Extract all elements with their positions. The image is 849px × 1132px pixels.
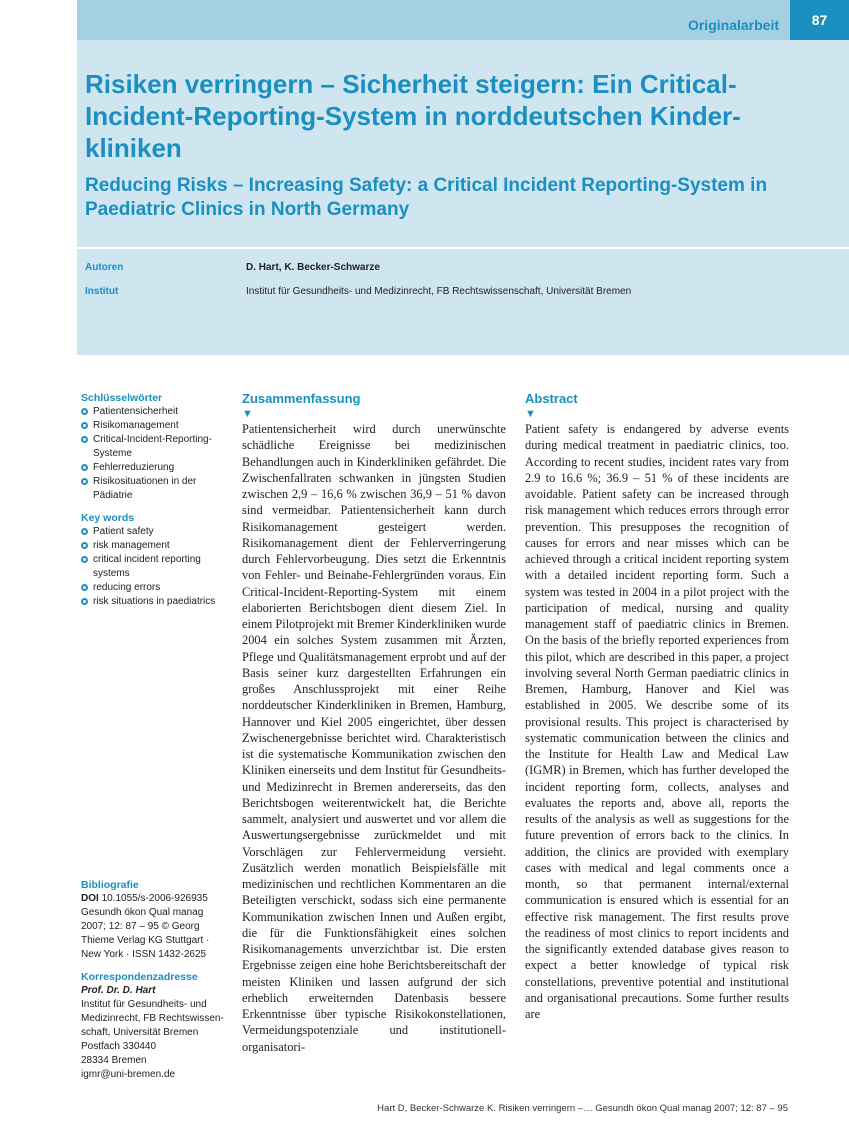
address-line: 28334 Bremen (81, 1055, 147, 1066)
authors-label: Autoren (85, 262, 124, 273)
abstract-de-heading: Zusammenfassung (242, 391, 361, 406)
keyword-item: Risikomanagement (81, 419, 226, 433)
section-label: Originalarbeit (687, 17, 779, 33)
keyword-item: risk management (81, 539, 226, 553)
triangle-marker-icon: ▼ (525, 408, 536, 420)
keyword-item: reducing errors (81, 581, 226, 595)
bullet-icon (81, 556, 88, 563)
abstract-english (525, 391, 789, 1022)
abstract-german (242, 391, 506, 1055)
abstract-en-heading: Abstract (525, 391, 578, 406)
address-line: Institut für Gesundheits- und Medizinrecht, FB Rechtswissen-schaft, Universität Bremen (81, 999, 224, 1038)
keywords-en-title: Key words (81, 512, 135, 524)
abstract-en-text: Patient safety is endangered by adverse events during medical treatment in paediatric clinics, too. According to recent studies, incident rates vary from 2.9 to 16.6 %; 36.9 – 51 % of these incidents are avoidable. Patient safety can be increased through risk management which reduces errors through error prevention. This presupposes the recognition of causes for errors and near misses which can be achieved through a critical incident reporting system with a detailed incident reporting form. Such a system was tested in 2004 in a pilot project with the participation of medical, nursing and quality management staff of paediatric clinics in Bremen. On the basis of the briefly reported experiences from this pilot, which are described in this paper, a project involving several North German paediatric clinics in Bremen, Hamburg, Hanover and Kiel was established in 2005. We describe some of its provisional results. This project is characterised by systematic communication between the clinics and the Institute for Health Law and Medical Law (IGMR) in Bremen, which has further developed the incident reporting form, collects, analyses and evaluates the reports and, above all, reports the results of the analysis as well as suggestions for the future prevention of errors back to the clinics. In addition, the clinics are provided with exemplary cases with medical and legal comments once a month, so that permanent internal/external communication is ensured which is essential for an effective risk management. The first results prove the readiness of most clinics to report incidents and the significantly extended database gives reason to expect a better knowledge of typical risk constellations, preventive potential and institutional and organisational precautions. Some further results are (525, 422, 789, 1021)
abstract-de-text: Patientensicherheit wird durch unerwünschte schädliche Ereignisse bei medizinischen Behandlungen auch in Kinderkliniken gefährdet. Die Zwischenfallraten schwanken in jüngsten Studien zwischen 2,9 – 16,6 % zwischen 36,9 – 51 % davon sind vermeidbar. Patientensicherheit kann durch Risikomanagement gesteigert werden. Risikomanagement dient der Fehlerverringerung durch Fehlervorbeugung. Dies setzt die Erkenntnis von Fehler- und Beinahe-Fehlergründen voraus. Ein Critical-Incident-Reporting-System mit einem elaborierten Berichtsbogen dient diesem Ziel. In einem Pilotprojekt mit Bremer Kinderkliniken wurde 2004 ein solches System zusammen mit Ärzten, Pflege und Qualitätsmanagement erprobt und auf der Basis seiner kurz dargestellten Erfahrungen ein großes Anschlussprojekt mit einer Reihe norddeutscher Kinderkliniken in Bremen, Hamburg, Hannover und Kiel 2005 eingerichtet, über dessen Zwischenergebnisse berichtet wird. Charakteristisch ist die systematische Kommunikation zwischen den Kliniken einerseits und dem Institut für Gesundheits- und Medizinrecht in Bremen andererseits, das den Berichtsbogen weiterentwickelt hat, die Berichte sammelt, analysiert und auswertet und vor allem die Auswertungsergebnisse zurückmeldet und mit Vorschlägen zur Fehlervermeidung versieht. Zusätzlich werden monatlich Beispielsfälle mit medizinischen und rechtlichen Kommentaren an die Beteiligten verschickt, sodass sich eine permanente Kommunikation zwischen Innen und Außen ergibt, die für die Funktionsfähigkeit eines solchen Risikomanagements unverzichtbar ist. Die ersten Ergebnisse zeigen eine hohe Berichtsbereitschaft der meisten Kliniken und lassen aufgrund der sich erheblich erweiternden Datenbasis bessere Erkenntnisse über typische Risikokonstellationen, Vermeidungspotenziale und institutionell-organisatori- (242, 422, 506, 1054)
page-footer: Hart D, Becker-Schwarze K. Risiken verringern –… Gesundh ökon Qual manag 2007; 12: 87 – 95 (377, 1103, 788, 1114)
bibliography-block (81, 878, 226, 1082)
doi-label: DOI (81, 893, 99, 904)
header-divider (77, 247, 849, 249)
institute-label: Institut (85, 286, 119, 297)
title-german: Risiken verringern – Sicherheit steigern: Ein Critical-Incident-Reporting-System in norddeutschen Kinder-kliniken (85, 69, 741, 163)
bullet-icon (81, 436, 88, 443)
bullet-icon (81, 542, 88, 549)
address-line: Postfach 330440 (81, 1041, 157, 1052)
keywords-en-list (81, 525, 226, 609)
correspondence-title: Korrespondenzadresse (81, 971, 198, 983)
correspondence-name: Prof. Dr. D. Hart (81, 985, 156, 996)
bullet-icon (81, 464, 88, 471)
keyword-item: risk situations in paediatrics (81, 595, 226, 609)
keyword-item: Fehlerreduzierung (81, 461, 226, 475)
keywords-de-title: Schlüsselwörter (81, 392, 163, 404)
authors: D. Hart, K. Becker-Schwarze (246, 262, 380, 273)
institute: Institut für Gesundheits- und Medizinrecht, FB Rechtswissenschaft, Universität Bremen (246, 286, 632, 297)
bullet-icon (81, 408, 88, 415)
doi[interactable]: 10.1055/s-2006-926935 (101, 893, 208, 904)
keywords-de-list (81, 405, 226, 503)
keyword-item: Patient safety (81, 525, 226, 539)
bibliography-title: Bibliografie (81, 879, 139, 891)
title-english: Reducing Risks – Increasing Safety: a Critical Incident Reporting-System in Paediatric Clinics in North Germany (85, 175, 768, 220)
bullet-icon (81, 584, 88, 591)
top-bar (77, 0, 849, 40)
keyword-item: Risikosituationen in der Pädiatrie (81, 475, 226, 503)
keyword-item: Patientensicherheit (81, 405, 226, 419)
email-link[interactable]: igmr@uni-bremen.de (81, 1069, 176, 1080)
keyword-item: Critical-Incident-Reporting-Systeme (81, 433, 226, 461)
keywords-sidebar (81, 391, 226, 617)
page-number: 87 (790, 0, 849, 40)
keyword-item: critical incident reporting systems (81, 553, 226, 581)
bullet-icon (81, 598, 88, 605)
bullet-icon (81, 528, 88, 535)
bullet-icon (81, 422, 88, 429)
triangle-marker-icon: ▼ (242, 408, 253, 420)
doi-line (81, 892, 226, 906)
bullet-icon (81, 478, 88, 485)
citation: Gesundh ökon Qual manag 2007; 12: 87 – 95 © Georg Thieme Verlag KG Stuttgart · New York · ISSN 1432-2625 (81, 907, 210, 960)
